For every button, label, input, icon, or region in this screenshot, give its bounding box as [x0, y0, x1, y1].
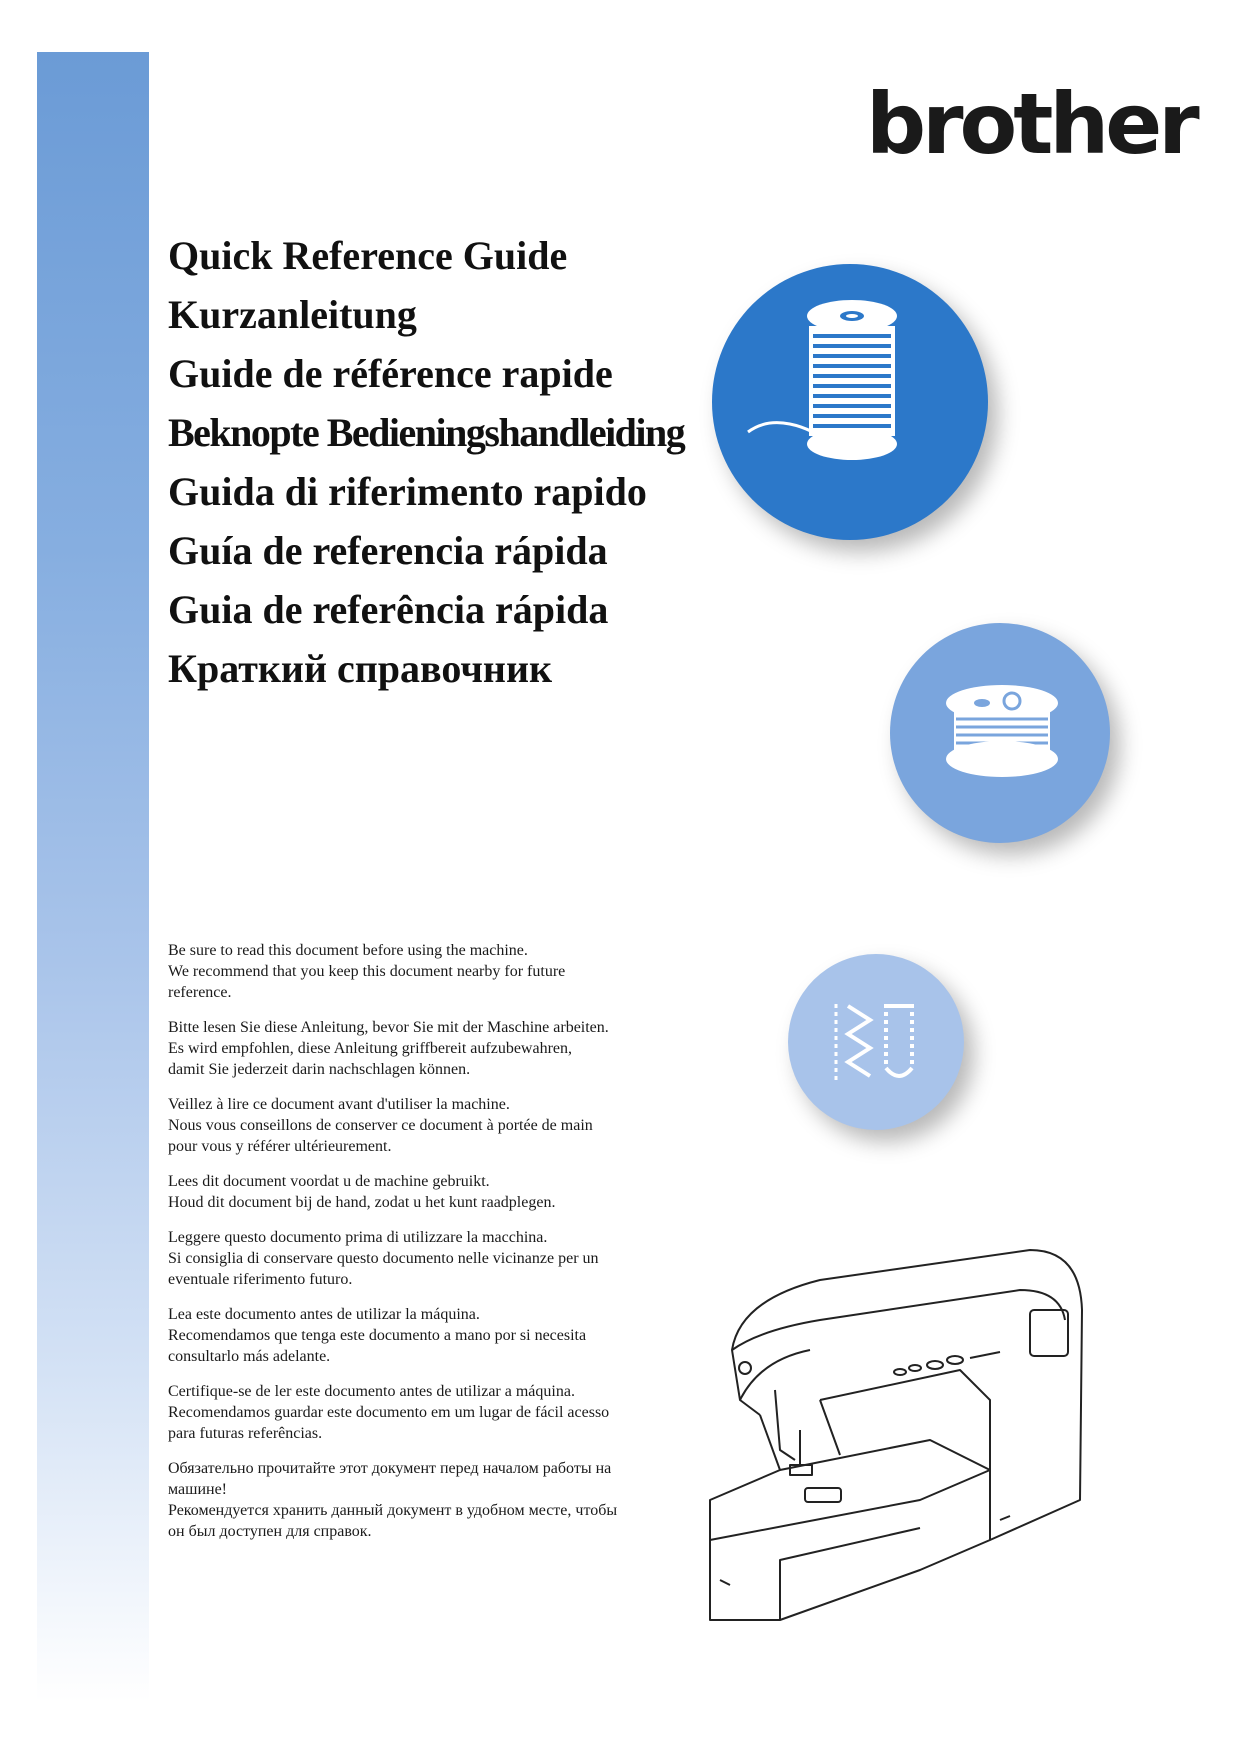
note-line: машине!	[168, 1481, 227, 1498]
thread-spool-icon	[712, 264, 988, 540]
note-line: Si consiglia di conservare questo documento nelle vicinanze per un	[168, 1250, 599, 1267]
note-line: para futuras referências.	[168, 1425, 323, 1442]
note-line: Обязательно прочитайте этот документ перед началом работы на	[168, 1460, 612, 1477]
title-dutch: Beknopte Bedieningshandleiding	[168, 410, 685, 455]
note-line: Leggere questo documento prima di utilizzare la macchina.	[168, 1229, 548, 1246]
note-line: Veillez à lire ce document avant d'utiliser la machine.	[168, 1096, 510, 1113]
title-list	[168, 226, 684, 698]
title-russian: Краткий справочник	[168, 646, 553, 691]
note-line: eventuale riferimento futuro.	[168, 1271, 353, 1288]
note-french	[168, 1094, 668, 1157]
note-line: Recomendamos guardar este documento em um lugar de fácil acesso	[168, 1404, 610, 1421]
note-line: Lees dit document voordat u de machine gebruikt.	[168, 1173, 490, 1190]
title-italian: Guida di riferimento rapido	[168, 469, 647, 514]
note-line: consultarlo más adelante.	[168, 1348, 331, 1365]
title-english: Quick Reference Guide	[168, 233, 568, 278]
note-line: Houd dit document bij de hand, zodat u het kunt raadplegen.	[168, 1194, 556, 1211]
note-line: damit Sie jederzeit darin nachschlagen können.	[168, 1061, 471, 1078]
note-line: Es wird empfohlen, diese Anleitung griffbereit aufzubewahren,	[168, 1040, 573, 1057]
title-spanish: Guía de referencia rápida	[168, 528, 608, 573]
note-dutch	[168, 1171, 668, 1213]
side-gradient-bar	[37, 52, 149, 1702]
sewing-machine-illustration	[700, 1240, 1100, 1650]
note-line: Bitte lesen Sie diese Anleitung, bevor Sie mit der Maschine arbeiten.	[168, 1019, 609, 1036]
note-english	[168, 940, 668, 1003]
stitch-pattern-icon	[788, 954, 964, 1130]
note-line: Recomendamos que tenga este documento a mano por si necesita	[168, 1327, 587, 1344]
note-italian	[168, 1227, 668, 1290]
note-spanish	[168, 1304, 668, 1367]
note-line: Lea este documento antes de utilizar la máquina.	[168, 1306, 480, 1323]
note-line: он был доступен для справок.	[168, 1523, 372, 1540]
notes-section	[168, 940, 668, 1556]
brother-logo: brother	[866, 75, 1196, 173]
title-portuguese: Guia de referência rápida	[168, 587, 609, 632]
note-russian	[168, 1458, 668, 1542]
title-french: Guide de référence rapide	[168, 351, 613, 396]
title-german: Kurzanleitung	[168, 292, 417, 337]
note-portuguese	[168, 1381, 668, 1444]
note-line: pour vous y référer ultérieurement.	[168, 1138, 392, 1155]
note-line: Рекомендуется хранить данный документ в удобном месте, чтобы	[168, 1502, 618, 1519]
note-line: reference.	[168, 984, 232, 1001]
note-german	[168, 1017, 668, 1080]
note-line: Certifique-se de ler este documento antes de utilizar a máquina.	[168, 1383, 575, 1400]
note-line: Be sure to read this document before using the machine.	[168, 942, 528, 959]
bobbin-icon	[890, 623, 1110, 843]
note-line: Nous vous conseillons de conserver ce document à portée de main	[168, 1117, 593, 1134]
note-line: We recommend that you keep this document nearby for future	[168, 963, 566, 980]
